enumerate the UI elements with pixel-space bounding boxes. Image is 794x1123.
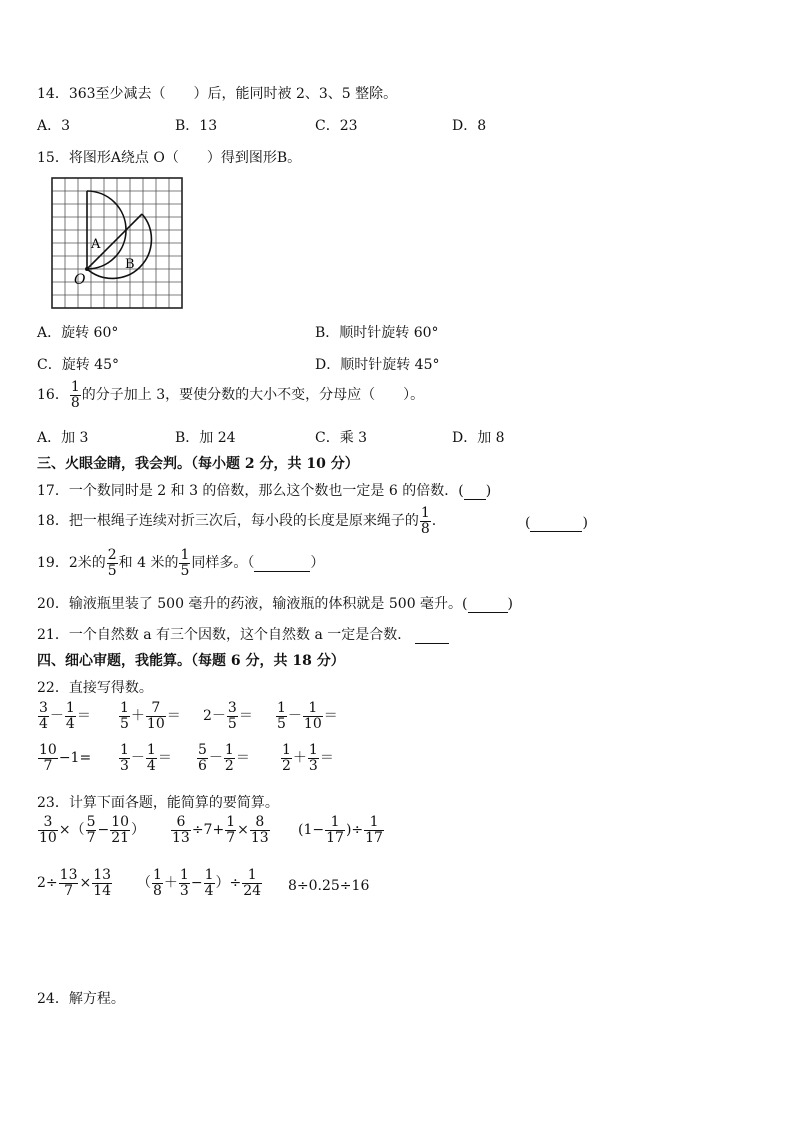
expression: (1− $\frac{1}{17}$ )÷ $\frac{1}{17}$ xyxy=(298,814,383,846)
q15-option-a[interactable]: A．旋转 60° xyxy=(37,325,119,341)
figure-label-o: O xyxy=(74,272,86,288)
fraction: $\frac{1}{8}$ xyxy=(70,379,80,411)
answer-blank[interactable] xyxy=(530,515,582,532)
question-16: 16． $\frac{1}{8}$ 的分子加上 3，要使分数的大小不变，分母应（ ）。 xyxy=(37,379,425,411)
answer-blank[interactable] xyxy=(468,596,508,613)
expression: $\frac{1}{5}$ ＋ $\frac{7}{10}$ ＝ xyxy=(120,700,181,732)
figure-label-b: B xyxy=(125,257,135,272)
figure-label-a: A xyxy=(91,237,101,252)
expression: 2－ $\frac{3}{5}$ ＝ xyxy=(203,700,253,732)
expression: $\frac{5}{6}$ － $\frac{1}{2}$ ＝ xyxy=(198,742,250,774)
answer-blank[interactable] xyxy=(415,627,449,644)
q16-option-a[interactable]: A．加 3 xyxy=(37,430,89,446)
q15-option-b[interactable]: B．顺时针旋转 60° xyxy=(315,325,439,341)
fraction: $\frac{1}{8}$ xyxy=(420,505,430,537)
fraction: $\frac{2}{5}$ xyxy=(107,547,117,579)
section-3-heading: 三、火眼金睛，我会判。（每小题 2 分，共 10 分） xyxy=(37,456,359,472)
q16-option-c[interactable]: C．乘 3 xyxy=(315,430,368,446)
question-18: 18．把一根绳子连续对折三次后，每小段的长度是原来绳子的 $\frac{1}{8}$ . xyxy=(37,505,437,537)
question-19: 19．2米的 $\frac{2}{5}$ 和 4 米的 $\frac{1}{5}$ 同样多。（ ） xyxy=(37,547,325,579)
q14-option-d[interactable]: D．8 xyxy=(452,118,487,134)
answer-blank[interactable] xyxy=(254,555,310,572)
question-21: 21．一个自然数 a 有三个因数，这个自然数 a 一定是合数． xyxy=(37,624,449,644)
question-15: 15．将图形A绕点 O（ ）得到图形B。 xyxy=(37,150,302,166)
question-17: 17．一个数同时是 2 和 3 的倍数，那么这个数也一定是 6 的倍数．( ) xyxy=(37,483,492,499)
expression: （ $\frac{1}{8}$ ＋ $\frac{1}{3}$ − $\frac{1}{4}$ ）÷ $\frac{1}{24}$ xyxy=(137,867,262,899)
expression: $\frac{3}{10}$ ×（ $\frac{5}{7}$ − $\frac{10}{21}$ ） xyxy=(39,814,146,846)
question-14: 14．363至少减去（ ）后，能同时被 2、3、5 整除。 xyxy=(37,86,398,102)
q16-option-b[interactable]: B．加 24 xyxy=(175,430,236,446)
q16-option-d[interactable]: D．加 8 xyxy=(452,430,505,446)
q14-option-a[interactable]: A．3 xyxy=(37,118,71,134)
rotation-figure xyxy=(50,176,184,310)
expression: $\frac{10}{7}$ −1= xyxy=(39,742,92,774)
fraction: $\frac{1}{5}$ xyxy=(180,547,190,579)
expression: $\frac{1}{2}$ ＋ $\frac{1}{3}$ ＝ xyxy=(282,742,334,774)
question-24: 24．解方程。 xyxy=(37,991,125,1007)
question-20: 20．输液瓶里装了 500 毫升的药液，输液瓶的体积就是 500 毫升。( ) xyxy=(37,596,513,612)
section-4-heading: 四、细心审题，我能算。（每题 6 分，共 18 分） xyxy=(37,653,345,669)
expression: $\frac{1}{3}$ － $\frac{1}{4}$ ＝ xyxy=(120,742,172,774)
q14-option-b[interactable]: B．13 xyxy=(175,118,218,134)
answer-blank[interactable] xyxy=(464,483,486,500)
expression: 2÷ $\frac{13}{7}$ × $\frac{13}{14}$ xyxy=(37,867,112,899)
expression: $\frac{3}{4}$ － $\frac{1}{4}$ ＝ xyxy=(39,700,91,732)
question-22: 22．直接写得数。 xyxy=(37,680,153,696)
question-23: 23．计算下面各题，能简算的要简算。 xyxy=(37,795,279,811)
q15-option-c[interactable]: C．旋转 45° xyxy=(37,357,119,373)
q14-option-c[interactable]: C．23 xyxy=(315,118,358,134)
q15-option-d[interactable]: D．顺时针旋转 45° xyxy=(315,357,440,373)
expression: 8÷0.25÷16 xyxy=(288,878,370,894)
q18-answer: ( ) xyxy=(525,515,588,531)
expression: $\frac{6}{13}$ ÷7+ $\frac{1}{7}$ × $\frac{8}{13}$ xyxy=(172,814,269,846)
expression: $\frac{1}{5}$ － $\frac{1}{10}$ ＝ xyxy=(277,700,338,732)
